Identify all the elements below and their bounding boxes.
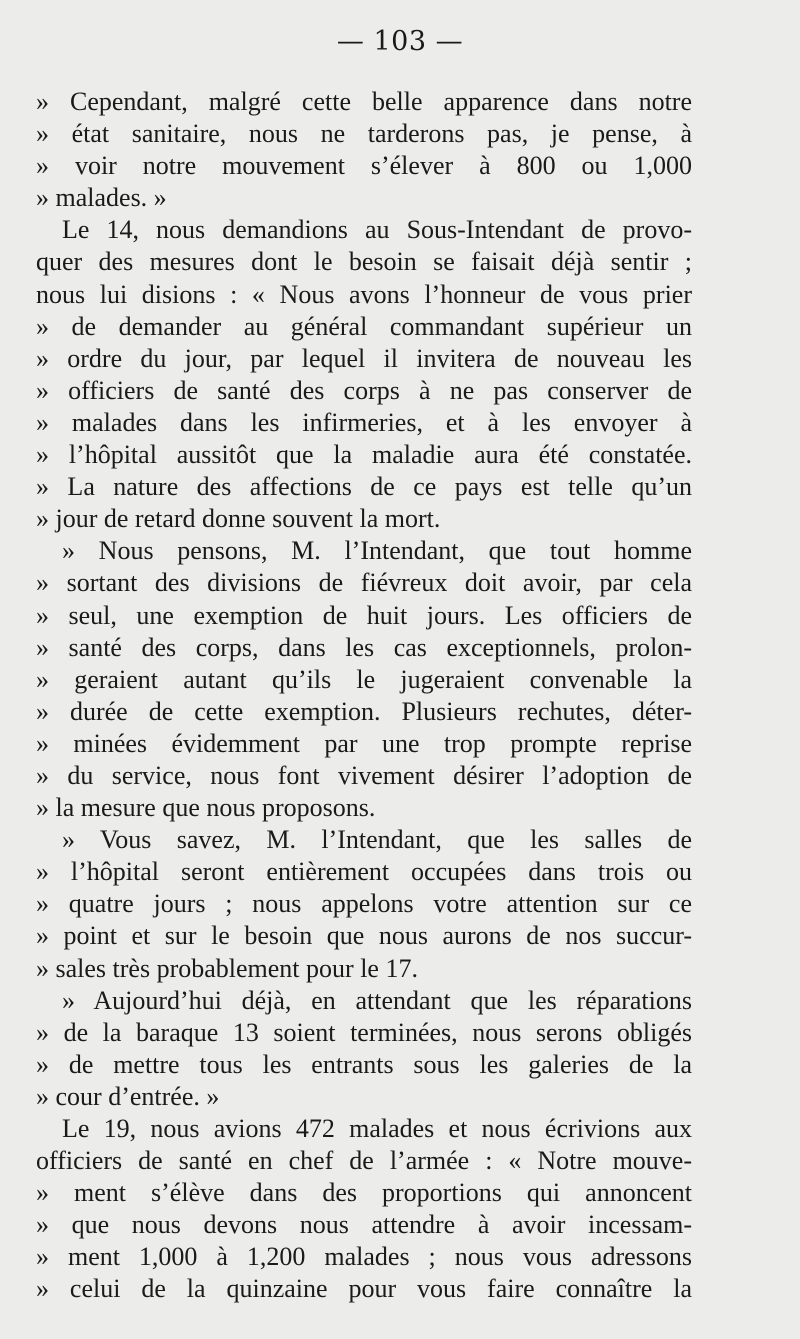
text-line: » que nous devons nous attendre à avoir incessam- [36, 1210, 692, 1240]
text-line: » durée de cette exemption. Plusieurs rechutes, déter- [36, 696, 692, 726]
text-line: » sales très probablement pour le 17. [36, 953, 418, 983]
text-line: » ordre du jour, par lequel il invitera de nouveau les [36, 343, 692, 373]
text-line: » malades dans les infirmeries, et à les envoyer à [36, 407, 692, 437]
text-line: officiers de santé en chef de l’armée : « Notre mouve- [36, 1146, 692, 1176]
text-line: » seul, une exemption de huit jours. Les officiers de [36, 600, 692, 630]
text-line: » ment 1,000 à 1,200 malades ; nous vous adressons [36, 1242, 692, 1272]
text-line: » geraient autant qu’ils le jugeraient convenable la [36, 664, 692, 694]
text-line: » cour d’entrée. » [36, 1081, 220, 1111]
text-line: » celui de la quinzaine pour vous faire connaître la [36, 1274, 692, 1304]
text-line: » la mesure que nous proposons. [36, 793, 376, 823]
text-line: » de mettre tous les entrants sous les galeries de la [36, 1049, 692, 1079]
text-line: » malades. » [36, 183, 167, 213]
text-line: » sortant des divisions de fiévreux doit avoir, par cela [36, 568, 692, 598]
text-line: » quatre jours ; nous appelons votre attention sur ce [36, 889, 692, 919]
text-line: » ment s’élève dans des proportions qui annoncent [36, 1178, 692, 1208]
text-line: » Aujourd’hui déjà, en attendant que les réparations [62, 985, 692, 1015]
text-line: » Cependant, malgré cette belle apparence dans notre [36, 87, 692, 116]
text-line: » La nature des affections de ce pays est telle qu’un [36, 472, 692, 502]
text-line: » l’hôpital aussitôt que la maladie aura été constatée. [36, 440, 692, 470]
text-line: Le 19, nous avions 472 malades et nous écrivions aux [62, 1114, 692, 1143]
text-line: » Vous savez, M. l’Intendant, que les salles de [62, 825, 692, 855]
text-line: » du service, nous font vivement désirer l’adoption de [36, 760, 692, 790]
text-line: » de la baraque 13 soient terminées, nous serons obligés [36, 1017, 692, 1047]
text-line: Le 14, nous demandions au Sous-Intendant de provo- [62, 215, 692, 245]
text-line: » voir notre mouvement s’élever à 800 ou 1,000 [36, 151, 692, 181]
text-line: » de demander au général commandant supérieur un [36, 311, 692, 341]
text-line: » état sanitaire, nous ne tarderons pas, je pense, à [36, 119, 692, 149]
text-line: » Nous pensons, M. l’Intendant, que tout homme [62, 536, 692, 566]
text-line: » minées évidemment par une trop prompte reprise [36, 728, 692, 758]
text-line: » l’hôpital seront entièrement occupées dans trois ou [36, 857, 692, 887]
text-line: » jour de retard donne souvent la mort. [36, 504, 441, 534]
text-line: » point et sur le besoin que nous aurons de nos succur- [36, 921, 692, 951]
page-number: — 103 — [336, 26, 464, 57]
text-line: quer des mesures dont le besoin se faisait déjà sentir ; [36, 247, 692, 277]
body-text [36, 86, 692, 1306]
text-line: » officiers de santé des corps à ne pas conserver de [36, 375, 692, 405]
text-line: » santé des corps, dans les cas exceptionnels, prolon- [36, 632, 692, 662]
text-line: nous lui disions : « Nous avons l’honneur de vous prier [36, 279, 692, 309]
